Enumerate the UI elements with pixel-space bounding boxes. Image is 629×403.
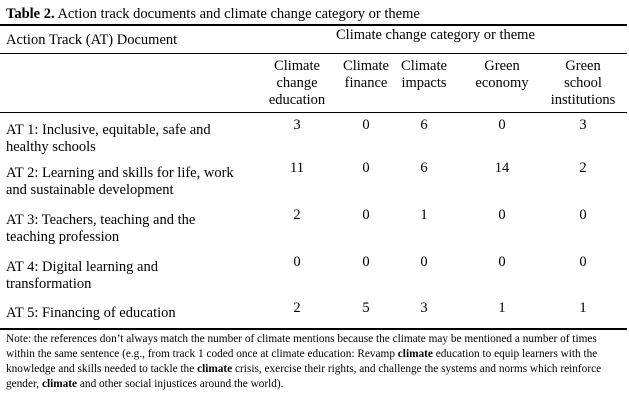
table-cell: 11 bbox=[290, 160, 304, 176]
column-header: Green economy bbox=[475, 58, 529, 91]
table-cell: 0 bbox=[498, 254, 506, 270]
table-cell: 3 bbox=[420, 300, 428, 316]
row-label: AT 3: Teachers, teaching and the teaching profession bbox=[6, 212, 196, 245]
table-cell: 6 bbox=[420, 117, 428, 133]
table-cell: 0 bbox=[362, 117, 370, 133]
table-number: Table 2. bbox=[6, 6, 55, 22]
column-header: Green school institutions bbox=[550, 58, 616, 108]
table-cell: 0 bbox=[362, 207, 370, 223]
table-cell: 1 bbox=[498, 300, 506, 316]
row-label: AT 4: Digital learning and transformation bbox=[6, 259, 158, 292]
column-header: Climate change education bbox=[268, 58, 326, 108]
row-header-label: Action Track (AT) Document bbox=[6, 32, 178, 48]
row-label: AT 5: Financing of education bbox=[6, 305, 176, 321]
table-cell: 2 bbox=[293, 207, 301, 223]
header-rule bbox=[0, 53, 627, 54]
top-rule bbox=[0, 24, 627, 26]
row-label: AT 1: Inclusive, equitable, safe and healthy schools bbox=[6, 122, 211, 155]
table-cell: 14 bbox=[494, 160, 510, 176]
table-cell: 0 bbox=[293, 254, 301, 270]
table-cell: 0 bbox=[579, 207, 587, 223]
header-bottom-rule bbox=[0, 112, 627, 113]
table-title: Action track documents and climate change category or theme bbox=[57, 6, 420, 22]
table-note: Note: the references don’t always match the number of climate mentions because the climate may be mentioned a number of times within the same sentence (e.g., from track 1 coded once at climate education: Revamp climate education to equip learners with the knowledge and skills needed to tackle the climate crisis, exercise their rights, and challenge the systems and norms which reinforce gender, climate and other social injustices around the world). bbox=[6, 333, 602, 390]
table-cell: 2 bbox=[579, 160, 587, 176]
table-cell: 6 bbox=[420, 160, 428, 176]
table-cell: 1 bbox=[420, 207, 428, 223]
column-header: Climate finance bbox=[343, 58, 389, 91]
row-label: AT 2: Learning and skills for life, work and sustainable development bbox=[6, 165, 234, 198]
table-cell: 1 bbox=[579, 300, 587, 316]
table-cell: 3 bbox=[579, 117, 587, 133]
column-group-header: Climate change category or theme bbox=[336, 27, 535, 43]
table-cell: 0 bbox=[579, 254, 587, 270]
column-header: Climate impacts bbox=[401, 58, 447, 91]
table-cell: 0 bbox=[362, 254, 370, 270]
table-cell: 3 bbox=[293, 117, 301, 133]
bottom-rule bbox=[0, 328, 627, 330]
table-cell: 5 bbox=[362, 300, 370, 316]
table-caption bbox=[6, 5, 420, 23]
table-cell: 0 bbox=[362, 160, 370, 176]
table-cell: 0 bbox=[498, 117, 506, 133]
table-cell: 0 bbox=[498, 207, 506, 223]
table-cell: 0 bbox=[420, 254, 428, 270]
table-cell: 2 bbox=[293, 300, 301, 316]
